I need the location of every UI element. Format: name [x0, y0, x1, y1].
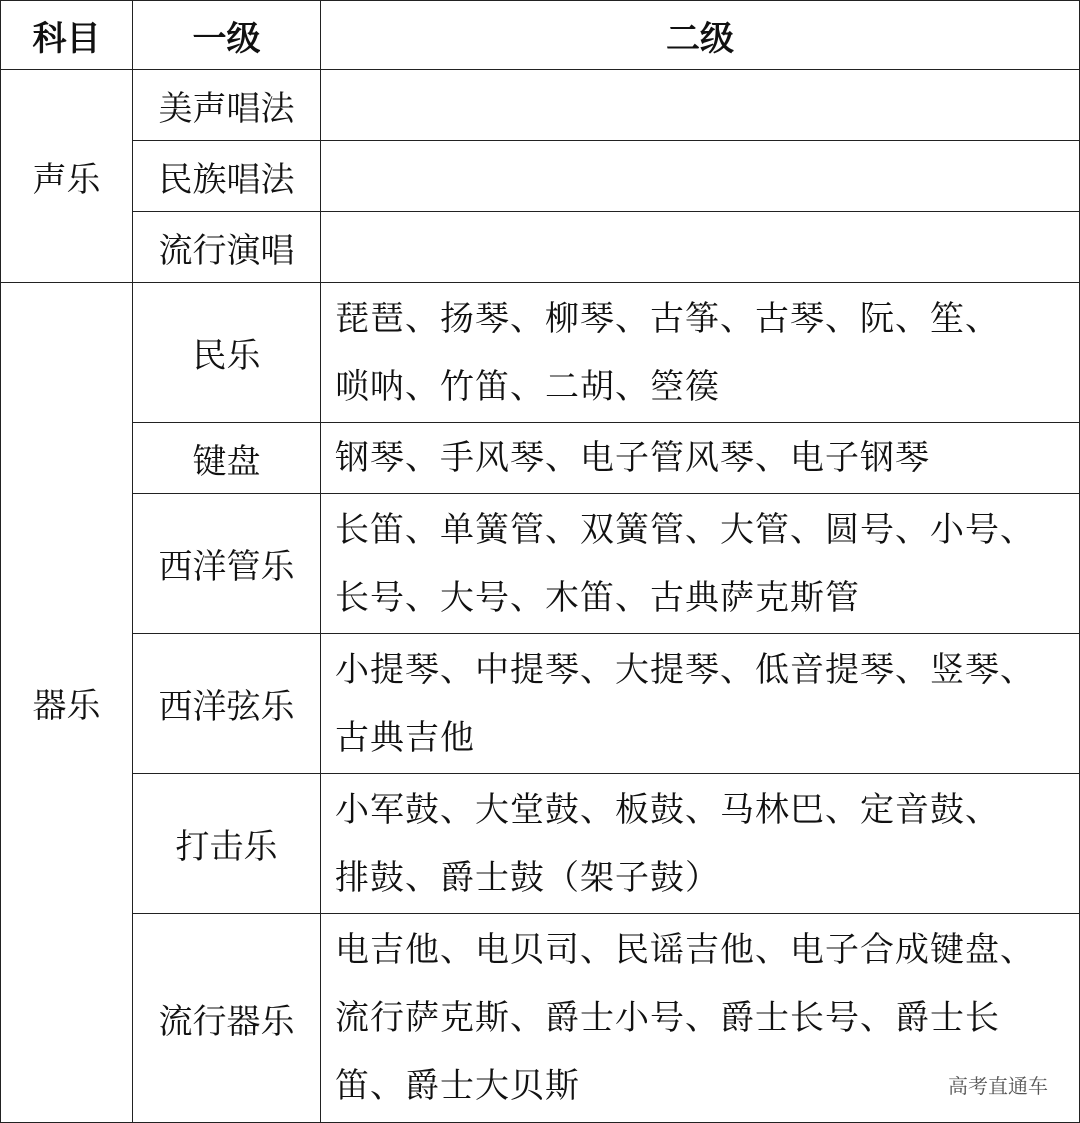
table-row — [1, 634, 1080, 774]
level2-cell — [321, 634, 1080, 774]
level2-cell — [321, 423, 1080, 494]
level1-cell: 流行演唱 — [133, 212, 321, 283]
table-row — [1, 141, 1080, 212]
table-row — [1, 283, 1080, 423]
level2-line: 长号、大号、木笛、古典萨克斯管 — [335, 577, 860, 618]
level2-line: 唢呐、竹笛、二胡、箜篌 — [335, 366, 720, 407]
level1-cell: 键盘 — [133, 423, 321, 494]
header-row — [1, 1, 1080, 70]
header-level1: 一级 — [133, 1, 321, 70]
level2-line: 流行萨克斯、爵士小号、爵士长号、爵士长 — [335, 998, 1000, 1038]
table-row — [1, 423, 1080, 494]
level2-cell — [321, 70, 1080, 141]
subject-instrumental: 器乐 — [1, 283, 133, 1123]
level2-line: 古典吉他 — [335, 717, 475, 758]
level1-cell: 西洋弦乐 — [133, 634, 321, 774]
level1-cell: 流行器乐 — [133, 914, 321, 1123]
level2-line: 笛、爵士大贝斯 — [335, 1066, 580, 1106]
level2-line: 长笛、单簧管、双簧管、大管、圆号、小号、 — [335, 509, 1035, 550]
level2-line: 排鼓、爵士鼓（架子鼓） — [335, 857, 720, 898]
header-subject: 科目 — [1, 1, 133, 70]
level2-cell — [321, 141, 1080, 212]
level2-line: 小军鼓、大堂鼓、板鼓、马林巴、定音鼓、 — [335, 789, 1000, 830]
level2-cell — [321, 212, 1080, 283]
level1-cell: 打击乐 — [133, 774, 321, 914]
table-row — [1, 774, 1080, 914]
level2-line: 电吉他、电贝司、民谣吉他、电子合成键盘、 — [335, 930, 1035, 970]
level2-cell — [321, 494, 1080, 634]
subject-vocal: 声乐 — [1, 70, 133, 283]
table-row — [1, 212, 1080, 283]
header-level2: 二级 — [321, 1, 1080, 70]
level2-line: 琵琶、扬琴、柳琴、古筝、古琴、阮、笙、 — [335, 298, 1000, 339]
level1-cell: 美声唱法 — [133, 70, 321, 141]
level2-line: 钢琴、手风琴、电子管风琴、电子钢琴 — [335, 438, 930, 478]
table-row — [1, 494, 1080, 634]
table-row — [1, 70, 1080, 141]
level1-cell: 民族唱法 — [133, 141, 321, 212]
level2-cell — [321, 283, 1080, 423]
table-row — [1, 914, 1080, 1123]
level1-cell: 西洋管乐 — [133, 494, 321, 634]
watermark-text: 高考直通车 — [944, 1068, 1052, 1101]
level1-cell: 民乐 — [133, 283, 321, 423]
level2-cell — [321, 774, 1080, 914]
level2-line: 小提琴、中提琴、大提琴、低音提琴、竖琴、 — [335, 649, 1035, 690]
